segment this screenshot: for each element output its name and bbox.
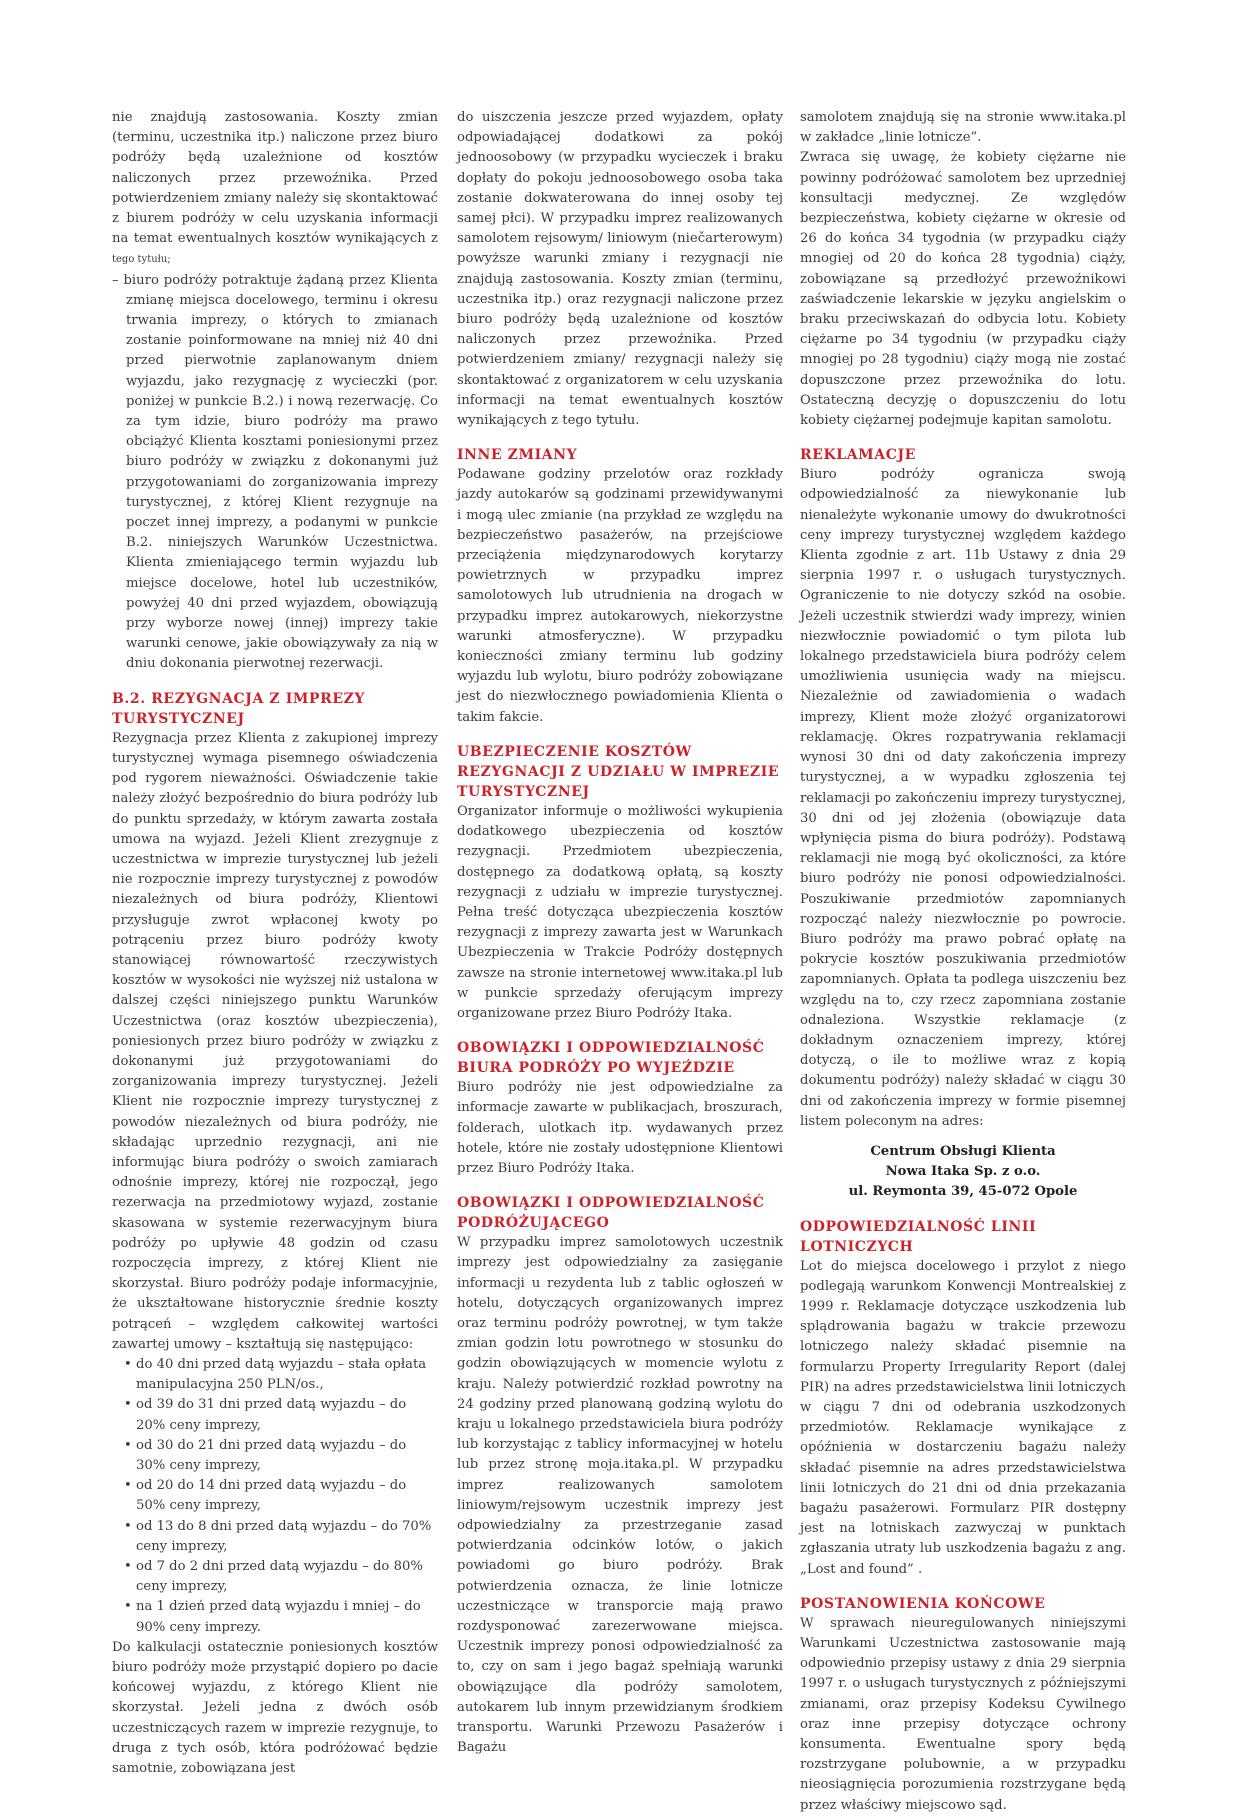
paragraph-continuation: samolotem znajdują się na stronie www.itaka.pl w zakładce „linie lotnicze”. bbox=[800, 110, 1126, 146]
company-address bbox=[800, 1142, 1126, 1203]
heading-reklamacje: REKLAMACJE bbox=[800, 447, 916, 464]
column-3 bbox=[800, 108, 1126, 1816]
heading-inne-zmiany: INNE ZMIANY bbox=[457, 447, 578, 464]
list-item: • od 13 do 8 dni przed datą wyjazdu – do 70% ceny imprezy, bbox=[124, 1517, 438, 1557]
heading-b2-rezygnacja: B.2. REZYGNACJA Z IMPREZY TURYSTYCZNEJ bbox=[112, 690, 366, 727]
list-item: • od 7 do 2 dni przed datą wyjazdu – do 80% ceny imprezy, bbox=[124, 1557, 438, 1597]
paragraph-obowiazki-biura: Biuro podróży nie jest odpowiedzialne za informacje zawarte w publikacjach, broszurach, folderach, ulotkach itp. wydawanych przez hotele, które nie zostały udostępnione Klientowi przez Biuro Podróży Itaka. bbox=[457, 1080, 783, 1176]
paragraph-b2: Rezygnacja przez Klienta z zakupionej imprezy turystycznej wymaga pisemnego oświadczenia pod rygorem nieważności. Oświadczenie takie należy złożyć bezpośrednio do biura podróży lub do punktu sprzedaży, w którym zawarta została umowa na wyjazd. Jeżeli Klient zrezygnuje z uczestnictwa w imprezie turystycznej lub jeżeli nie rozpocznie imprezy turystycznej z powodów niezależnych od biura podróży, Klientowi przysługuje zwrot wpłaconej kwoty po potrąceniu przez biuro podróży kwoty stanowiącej równowartość rzeczywistych kosztów w wysokości nie wyższej niż ustalona w dalszej części niniejszego punktu Warunków Uczestnictwa (oraz kosztów ubezpieczenia), poniesionych przez biuro podróży w związku z dokonanymi już przygotowaniami do zorganizowania imprezy turystycznej. Jeżeli Klient nie rozpocznie imprezy turystycznej z powodów niezależnych od biura podróży, nie składając uprzednio rezygnacji, ani nie informując biura podróży o swoich zamiarach odnośnie imprezy, której nie rozpoczął, jego rezerwacja na przedmiotowy wyjazd, zostanie skasowana w systemie rezerwacyjnym biura podróży po upływie 48 godzin od czasu rozpoczęcia imprezy, z której Klient nie skorzystał. Biuro podróży podaje informacyjnie, że ukształtowane historycznie średnie koszty potrąceń – względem całkowitej wartości zawartej umowy – kształtują się następująco: bbox=[112, 730, 438, 1352]
paragraph-intro: nie znajdują zastosowania. Koszty zmian (terminu, uczestnika itp.) naliczone przez biuro podróży będą uzależnione od kosztów naliczonych przez przewoźnika. Przed potwierdzeniem zmiany należy się skontaktować z biurem podróży w celu uzyskania informacji na temat ewentualnych kosztów wynikających z tego tytułu; bbox=[112, 110, 438, 266]
address-line: Nowa Itaka Sp. z o.o. bbox=[885, 1164, 1041, 1180]
paragraph-inne-zmiany: Podawane godziny przelotów oraz rozkłady jazdy autokarów są godzinami przewidywanymi i mogą ulec zmianie (na przykład ze względu na bezpieczeństwo pasażerów, na przejściowe przeciążenia międzynarodowych korytarzy powietrznych w przypadku imprez samolotowych lub utrudnienia na drogach w przypadku imprez autokarowych, niekorzystne warunki atmosferyczne). W przypadku konieczności zmiany terminu lub godziny wyjazdu lub wylotu, biuro podróży zobowiązane jest do niezwłocznego powiadomienia Klienta o takim fakcie. bbox=[457, 467, 783, 725]
paragraph-continuation: do uiszczenia jeszcze przed wyjazdem, opłaty odpowiadającej dodatkowi za pokój jednoosobowy (w przypadku wycieczek i braku dopłaty do pokoju jednoosobowego osoba taka zostanie dokwaterowana do innej osoby tej samej płci). W przypadku imprez realizowanych samolotem rejsowym/ liniowym (niečarterowym) powyższe warunki zmiany i rezygnacji nie znajdują zastosowania. Koszty zmian (terminu, uczestnika itp.) oraz rezygnacji naliczone przez biuro podróży będą uzależnione od kosztów naliczonych przez przewoźnika. Przed potwierdzeniem zmiany/ rezygnacji należy się skontaktować z organizatorem w celu uzyskania informacji na temat ewentualnych kosztów wynikających z tego tytułu. bbox=[457, 110, 783, 429]
list-item: • od 39 do 31 dni przed datą wyjazdu – do 20% ceny imprezy, bbox=[124, 1395, 438, 1435]
paragraph-kalkulacja: Do kalkulacji ostatecznie poniesionych kosztów biuro podróży może przystąpić dopiero po dacie końcowej wyjazdu, z którego Klient nie skorzystał. Jeżeli jedna z dwóch osób uczestniczących razem w imprezie rezygnuje, to druga z tych osób, która podróżować będzie samotnie, zobowiązana jest bbox=[112, 1639, 438, 1777]
paragraph-reklamacje: Biuro podróży ogranicza swoją odpowiedzialność za niewykonanie lub nienależyte wykonanie umowy do dwukrotności ceny imprezy turystycznej względem każdego Klienta zgodnie z art. 11b Ustawy z dnia 29 sierpnia 1997 r. o usługach turystycznych. Ograniczenie to nie dotyczy szkód na osobie. Jeżeli uczestnik stwierdzi wady imprezy, winien niezwłocznie powiadomić o tym pilota lub lokalnego przedstawiciela biura podróży celem umożliwienia usunięcia wady na miejscu. Niezależnie od zawiadomienia o wadach imprezy, Klient może złożyć organizatorowi reklamację. Okres rozpatrywania reklamacji wynosi 30 dni od daty zakończenia imprezy turystycznej, a w wypadku zgłoszenia tej reklamacji po zakończeniu imprezy turystycznej, 30 dni od jej złożenia (obowiązuje data wpłynięcia pisma do biura podróży). Podstawą reklamacji nie mogą być okoliczności, za które biuro podróży nie ponosi odpowiedzialności. Poszukiwanie przedmiotów zapomnianych rozpocząć należy niezwłocznie po powrocie. Biuro podróży ma prawo pobrać opłatę na pokrycie kosztów poszukiwania przedmiotów zapomnianych. Opłata ta podlega uiszczeniu bez względu na to, czy rzecz zapomniana zostanie odnaleziona. Wszystkie reklamacje (z dokładnym oznaczeniem imprezy, której dotyczą, o ile to możliwe wraz z kopią dokumentu podróży) należy składać w ciągu 30 dni od zakończenia imprezy w formie pisemnej listem poleconym na adres: bbox=[800, 467, 1126, 1129]
heading-obowiazki-podrozujacego: OBOWIĄZKI I ODPOWIEDZIALNOŚĆ PODRÓŻUJĄCEGO bbox=[457, 1195, 765, 1232]
paragraph-linie-lotnicze: Lot do miejsca docelowego i przylot z niego podlegają warunkom Konwencji Montrealskiej z 1999 r. Reklamacje dotyczące uszkodzenia lub splądrowania bagażu w trakcie przewozu lotniczego należy składać pisemnie na formularzu Property Irregularity Report (dalej PIR) na adres przedstawicielstwa linii lotniczych w ciągu 7 dni od odebrania uszkodzonych przedmiotów. Reklamacje wynikające z opóźnienia w dostarczeniu bagażu należy składać pisemnie na adres przedstawicielstwa linii lotniczych do 21 dni od dnia przekazania bagażu pasażerowi. Formularz PIR dostępny jest na lotniskach zazwyczaj w punktach zgłaszania utraty lub uszkodzenia bagażu z ang. „Lost and found” . bbox=[800, 1258, 1126, 1577]
address-line: Centrum Obsługi Klienta bbox=[870, 1143, 1056, 1159]
cancellation-fee-list bbox=[112, 1355, 438, 1638]
dash-list-item: – biuro podróży potraktuje żądaną przez Klienta zmianę miejsca docelowego, terminu i okresu trwania imprezy, o których to zmianach zostanie poinformowane na mniej niż 40 dni przed pierwotnie zaplanowanym dniem wyjazdu, jako rezygnację z wycieczki (por. poniżej w punkcie B.2.) i nową rezerwację. Co za tym idzie, biuro podróży ma prawo obciążyć Klienta kosztami poniesionymi przez biuro podróży w związku z dokonanymi już przygotowaniami do zorganizowania imprezy turystycznej, z której Klient rezygnuje na poczet innej imprezy, a podanymi w punkcie B.2. niniejszych Warunków Uczestnictwa. Klienta zmieniającego termin wyjazdu lub miejsce docelowe, hotel lub uczestników, powyżej 40 dni przed wyjazdem, obowiązują przy wyborze nowej (innej) imprezy takie warunki cenowe, jakie obowiązywały za nią w dniu dokonania pierwotnej rezerwacji. bbox=[112, 272, 438, 672]
paragraph-postanowienia-koncowe: W sprawach nieuregulowanych niniejszymi Warunkami Uczestnictwa zastosowanie mają odpowiednio przepisy ustawy z dnia 29 sierpnia 1997 r. o usługach turystycznych z późniejszymi zmianami, oraz przepisy Kodeksu Cywilnego oraz inne przepisy dotyczące ochrony konsumenta. Ewentualne spory będą rozstrzygane polubownie, a w przypadku nieosiągnięcia porozumienia rozstrzygane będą przez właściwy miejscowo sąd. bbox=[800, 1615, 1126, 1813]
paragraph-ubezpieczenie: Organizator informuje o możliwości wykupienia dodatkowego ubezpieczenia od kosztów rezygnacji. Przedmiotem ubezpieczenia, dostępnego za dodatkową opłatą, są koszty rezygnacji z udziału w imprezie turystycznej. Pełna treść dotycząca ubezpieczenia kosztów rezygnacji z imprezy zawarta jest w Warunkach Ubezpieczenia w Trakcie Podróży dostępnych zawsze na stronie internetowej www.itaka.pl lub w punkcie sprzedaży oferującym imprezy organizowane przez Biuro Podróży Itaka. bbox=[457, 803, 783, 1021]
column-1 bbox=[112, 108, 438, 1779]
heading-ubezpieczenie: UBEZPIECZENIE KOSZTÓW REZYGNACJI Z UDZIAŁU W IMPREZIE TURYSTYCZNEJ bbox=[457, 743, 780, 800]
list-item: • od 30 do 21 dni przed datą wyjazdu – do 30% ceny imprezy, bbox=[124, 1436, 438, 1476]
address-line: ul. Reymonta 39, 45-072 Opole bbox=[848, 1184, 1078, 1200]
list-item: • na 1 dzień przed datą wyjazdu i mniej – do 90% ceny imprezy. bbox=[124, 1597, 438, 1637]
paragraph-ciaza: Zwraca się uwagę, że kobiety ciężarne nie powinny podróżować samolotem bez uprzedniej konsultacji medycznej. Ze względów bezpieczeństwa, kobiety ciężarne w okresie od 26 do końca 34 tygodnia (w przypadku ciąży mnogiej od 20 do końca 28 tygodnia) ciąży, zobowiązane są przedłożyć przewoźnikowi zaświadczenie lekarskie w języku angielskim o braku przeciwskazań do odbycia lotu. Kobiety ciężarne po 34 tygodniu (w przypadku ciąży mnogiej po 28 tygodniu) ciąży mogą nie zostać dopuszczone przez przewoźnika do lotu. Ostateczną decyzję o dopuszczeniu do lotu kobiety ciężarnej podejmuje kapitan samolotu. bbox=[800, 150, 1126, 429]
heading-linie-lotnicze: ODPOWIEDZIALNOŚĆ LINII LOTNICZYCH bbox=[800, 1218, 1037, 1255]
heading-postanowienia-koncowe: POSTANOWIENIA KOŃCOWE bbox=[800, 1595, 1046, 1612]
list-item: • od 20 do 14 dni przed datą wyjazdu – do 50% ceny imprezy, bbox=[124, 1476, 438, 1516]
column-2 bbox=[457, 108, 783, 1758]
list-item: • do 40 dni przed datą wyjazdu – stała opłata manipulacyjna 250 PLN/os., bbox=[124, 1355, 438, 1395]
heading-obowiazki-biura: OBOWIĄZKI I ODPOWIEDZIALNOŚĆ BIURA PODRÓŻY PO WYJEŹDZIE bbox=[457, 1040, 765, 1077]
paragraph-obowiazki-podrozujacego: W przypadku imprez samolotowych uczestnik imprezy jest odpowiedzialny za zasięganie informacji u rezydenta lub z tablic ogłoszeń w hotelu, dotyczących organizowanych imprez oraz terminu podróży powrotnej, w tym także zmian godzin lotu powrotnego w stosunku do godzin obowiązujących w momencie wylotu z kraju. Należy potwierdzić rozkład powrotny na 24 godziny przed planowaną godziną wylotu do kraju u lokalnego przedstawiciela biura podróży lub korzystając z tablicy informacyjnej w hotelu lub przez stronę moja.itaka.pl. W przypadku imprez realizowanych samolotem liniowym/rejsowym uczestnik imprezy jest odpowiedzialny za przestrzeganie zasad potwierdzania odcinków lotów, o jakich powiadomi go biuro podróży. Brak potwierdzenia oznacza, że linie lotnicze uczestniczące w transporcie mają prawo rozdysponować zarezerwowane miejsca. Uczestnik imprezy ponosi odpowiedzialność za to, czy on sam i jego bagaż spełniają warunki obowiązujące dla podróży samolotem, autokarem lub innym przewidzianym środkiem transportu. Warunki Przewozu Pasażerów i Bagażu bbox=[457, 1235, 783, 1756]
